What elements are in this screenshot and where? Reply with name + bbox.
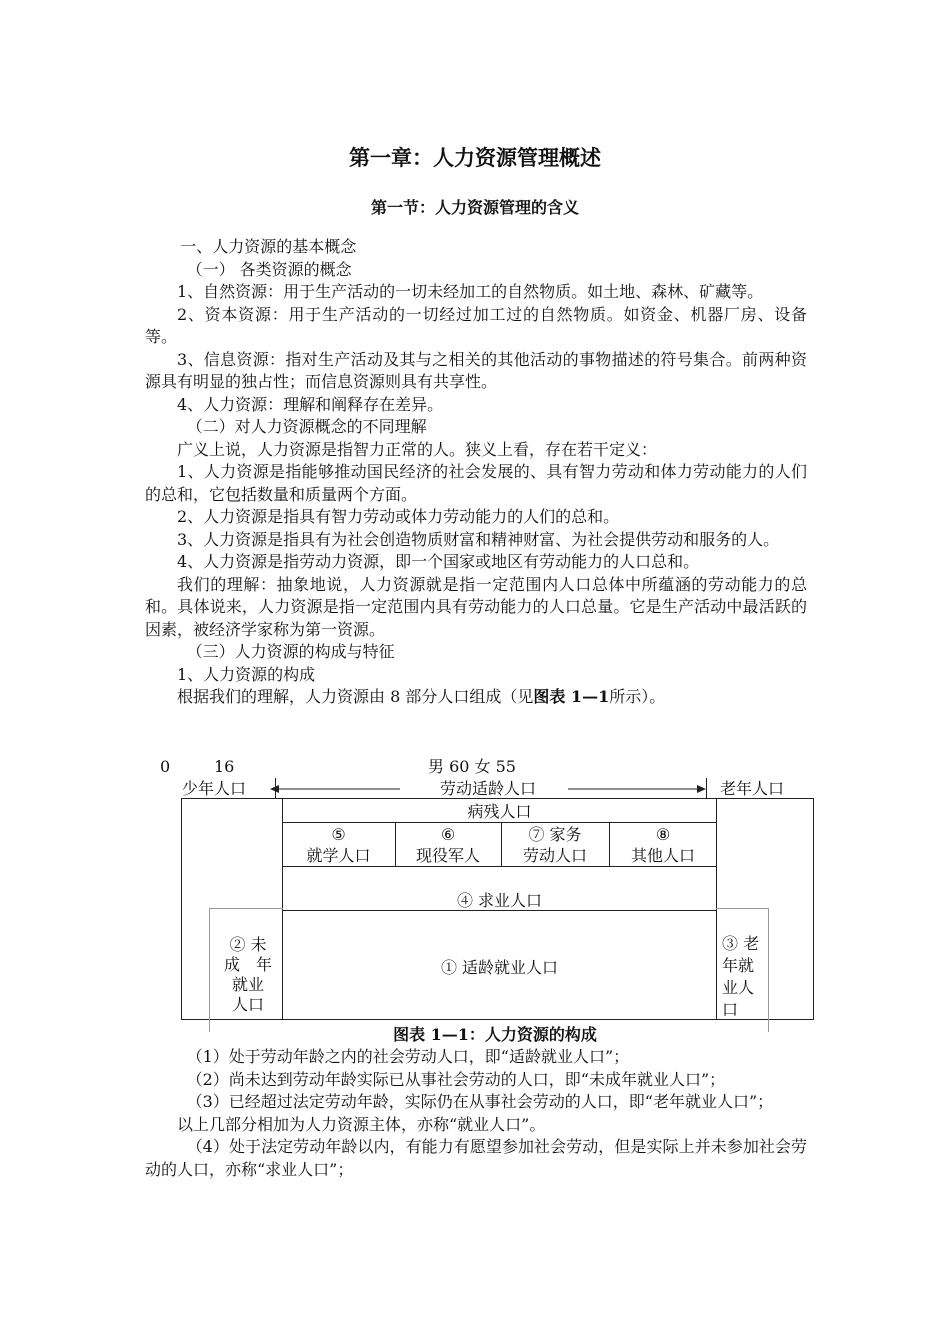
age-16-marker — [275, 778, 276, 798]
category-number: ⑧ — [655, 825, 671, 844]
housework-population: 劳动人口 — [522, 846, 587, 865]
paragraph: 1、人力资源是指能够推动国民经济的社会发展的、具有智力劳动和体力劳动能力的人们的总和，它包括数量和质量两个方面。 — [145, 462, 807, 504]
paragraph: 4、人力资源是指劳动力资源，即一个国家或地区有劳动能力的人口总和。 — [177, 552, 700, 571]
paragraph: 3、人力资源是指具有为社会创造物质财富和精神财富、为社会提供劳动和服务的人。 — [177, 529, 780, 549]
section-title: 第一节：人力资源管理的含义 — [370, 198, 579, 217]
category-number: ⑦ 家务 — [528, 825, 582, 844]
paragraph: 2、资本资源：用于生产活动的一切经过加工过的自然物质。如资金、机器厂房、设备等。 — [145, 304, 807, 346]
paragraph: （三）人力资源的构成与特征 — [186, 642, 395, 661]
paragraph: 2、人力资源是指具有智力劳动或体力劳动能力的人们的总和。 — [177, 507, 620, 526]
box-top-border — [181, 798, 814, 799]
paragraph: 我们的理解：抽象地说，人力资源就是指一定范围内人口总体中所蕴涵的劳动能力的总和。具体说来，人力资源是指一定范围内具有劳动能力的人口总量。它是生产活动中最活跃的因素，被经济学家称为第一资源。 — [145, 574, 807, 639]
list-item: 以上几部分相加为人力资源主体，亦称“就业人口”。 — [177, 1114, 546, 1134]
student-population: 就学人口 — [306, 846, 371, 865]
minor-employment-marker — [209, 908, 283, 909]
elderly-employment-marker — [716, 908, 769, 909]
paragraph: 广义上说，人力资源是指智力正常的人。狭义上看，存在若干定义： — [177, 439, 658, 459]
paragraph: 一、人力资源的基本概念 — [180, 237, 357, 256]
minor-employed-population: ② 未 成 年 就业 人口 — [223, 935, 272, 1014]
minor-employment-marker — [209, 908, 210, 1032]
body-text — [145, 236, 807, 709]
working-age-arrow — [270, 781, 710, 797]
retire-age-label: 男 60 女 55 — [428, 757, 516, 776]
working-age-label: 劳动适龄人口 — [440, 779, 537, 798]
box-right-border — [813, 798, 814, 1020]
young-population-label: 少年人口 — [182, 779, 247, 798]
paragraph: （一） 各类资源的概念 — [186, 259, 352, 279]
employed-working-age-population: ① 适龄就业人口 — [440, 958, 559, 977]
paragraph: 1、自然资源：用于生产活动的一切未经加工的自然物质。如土地、森林、矿藏等。 — [177, 282, 764, 301]
list-text — [145, 1046, 807, 1181]
list-item: （4）处于法定劳动年龄以内，有能力有愿望参加社会劳动，但是实际上并未参加社会劳动的人口，亦称“求业人口”； — [145, 1137, 807, 1179]
list-item: （3）已经超过法定劳动年龄，实际仍在从事社会劳动的人口，即“老年就业人口”； — [186, 1092, 774, 1111]
disabled-population: 病残人口 — [467, 802, 532, 821]
category-row-border — [282, 866, 717, 867]
box-bottom-border — [181, 1019, 814, 1020]
jobseeker-population: ④ 求业人口 — [456, 891, 543, 910]
list-item: （2）尚未达到劳动年龄实际已从事社会劳动的人口，即“未成年就业人口”； — [186, 1069, 726, 1089]
category-number: ⑤ — [331, 825, 346, 844]
paragraph: 3、信息资源：指对生产活动及其与之相关的其他活动的事物描述的符号集合。前两种资源具有明显的独占性；而信息资源则具有共享性。 — [145, 349, 807, 391]
figure-reference: 图表 1—1 — [533, 687, 610, 706]
category-number: ⑥ — [440, 825, 456, 844]
other-population: 其他人口 — [630, 846, 695, 865]
elderly-employed-population: ③ 老 年就 业人 口 — [722, 934, 760, 1019]
figure-intro: 根据我们的理解，人力资源由 8 部分人口组成（见图表 1—1所示）。 — [177, 687, 666, 706]
retire-age-marker — [706, 778, 707, 798]
list-item: （1）处于劳动年龄之内的社会劳动人口，即“适龄就业人口”； — [186, 1047, 630, 1066]
age-16-label: 16 — [214, 757, 235, 776]
paragraph: （二）对人力资源概念的不同理解 — [186, 417, 427, 436]
chapter-title: 第一章：人力资源管理概述 — [349, 146, 601, 170]
age-zero-label: 0 — [160, 757, 171, 776]
old-population-label: 老年人口 — [720, 779, 785, 798]
figure-caption: 图表 1—1：人力资源的构成 — [393, 1025, 597, 1044]
paragraph: 1、人力资源的构成 — [177, 664, 316, 684]
box-left-border — [181, 798, 182, 1020]
military-population: 现役军人 — [415, 846, 480, 865]
paragraph: 4、人力资源：理解和阐释存在差异。 — [177, 394, 444, 414]
disabled-row-border — [282, 822, 717, 823]
